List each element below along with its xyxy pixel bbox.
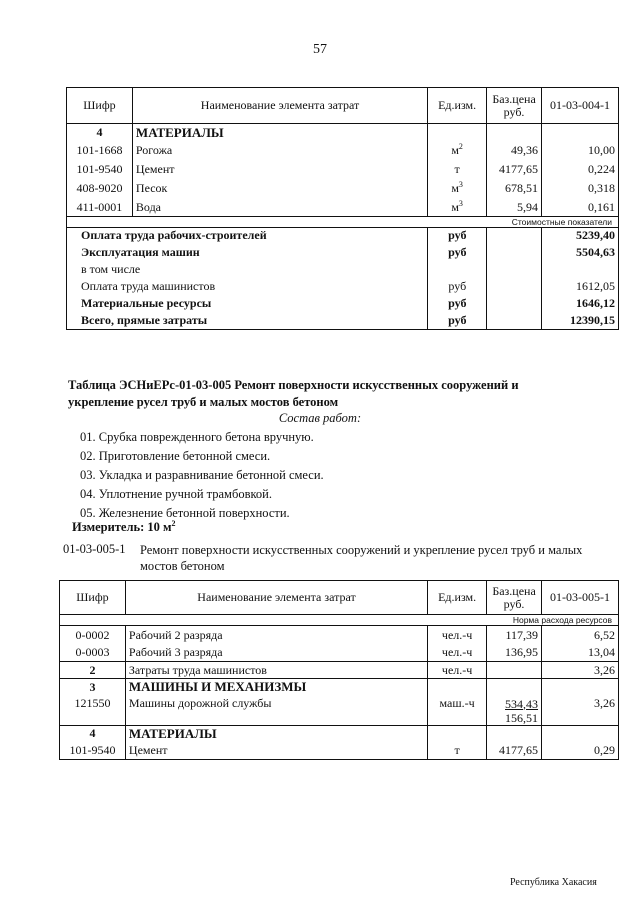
table-row: 411-0001 Вода $м^3$ 5,94 0,161 bbox=[67, 198, 619, 217]
table-row: 101-1668 Рогожа $м^2$ 49,36 10,00 bbox=[67, 141, 619, 160]
header-unit: Ед.изм. bbox=[428, 581, 487, 615]
work-item: 01. Срубка поврежденного бетона вручную. bbox=[80, 430, 314, 444]
table-row: 101-9540 Цемент т 4177,65 0,224 bbox=[67, 160, 619, 179]
header-unit: Ед.изм. bbox=[428, 88, 487, 124]
measure-unit: Измеритель: 10 $м^2$ bbox=[72, 518, 176, 534]
table-row: 2 Затраты труда машинистов чел.-ч 3,26 bbox=[60, 662, 619, 679]
header-code: Шифр bbox=[60, 581, 126, 615]
cost-summary-table bbox=[66, 227, 619, 330]
header-price: Баз.цена руб. bbox=[487, 581, 542, 615]
table-row: 0-0002 Рабочий 2 разряда чел.-ч 117,39 6,52 bbox=[60, 626, 619, 644]
table-row: 101-9540 Цемент т 4177,65 0,29 bbox=[60, 741, 619, 759]
cost-row: Эксплуатация машин руб 5504,63 bbox=[67, 244, 619, 261]
resource-table-1 bbox=[66, 87, 619, 228]
section-code: 4 bbox=[60, 725, 126, 741]
header-name: Наименование элемента затрат bbox=[125, 581, 427, 615]
section-name: МАШИНЫ И МЕХАНИЗМЫ bbox=[125, 679, 427, 695]
header-price: Баз.цена руб. bbox=[487, 88, 542, 124]
header-norm: 01-03-004-1 bbox=[542, 88, 619, 124]
resource-norm-label: Норма расхода ресурсов bbox=[60, 615, 619, 626]
header-code: Шифр bbox=[67, 88, 133, 124]
position-code: 01-03-005-1 bbox=[63, 542, 126, 556]
header-norm: 01-03-005-1 bbox=[542, 581, 619, 615]
page-number: 57 bbox=[313, 42, 327, 57]
cost-indicators-label: Стоимостные показатели bbox=[67, 217, 619, 228]
cost-row: в том числе bbox=[67, 261, 619, 278]
work-composition-label: Состав работ: bbox=[278, 411, 362, 425]
footer-region: Республика Хакасия bbox=[510, 877, 597, 888]
section-code: 3 bbox=[60, 679, 126, 695]
table-row: 0-0003 Рабочий 3 разряда чел.-ч 136,95 13,04 bbox=[60, 644, 619, 662]
work-item: 05. Железнение бетонной поверхности. bbox=[80, 506, 290, 520]
table-row: 408-9020 Песок $м^3$ 678,51 0,318 bbox=[67, 179, 619, 198]
cost-row: Всего, прямые затраты руб 12390,15 bbox=[67, 312, 619, 330]
position-name: Ремонт поверхности искусственных сооружений и укрепление русел труб и малых мостов бетоном bbox=[140, 543, 583, 573]
work-item: 02. Приготовление бетонной смеси. bbox=[80, 449, 271, 463]
resource-table-2 bbox=[59, 580, 619, 760]
section-code: 4 bbox=[67, 124, 133, 141]
table-row: 121550 Машины дорожной службы маш.-ч 534,43 156,51 3,26 bbox=[60, 695, 619, 726]
work-item: 04. Уплотнение ручной трамбовкой. bbox=[80, 487, 272, 501]
work-item: 03. Укладка и разравнивание бетонной смеси. bbox=[80, 468, 324, 482]
cost-row: Материальные ресурсы руб 1646,12 bbox=[67, 295, 619, 312]
header-name: Наименование элемента затрат bbox=[132, 88, 427, 124]
table-title: Таблица ЭСНиЕРс-01-03-005 Ремонт поверхности искусственных сооружений и укрепление русел труб и малых мостов бетоном bbox=[68, 378, 519, 409]
section-name: МАТЕРИАЛЫ bbox=[125, 725, 427, 741]
section-name: МАТЕРИАЛЫ bbox=[132, 124, 427, 141]
cost-row: Оплата труда рабочих-строителей руб 5239,40 bbox=[67, 227, 619, 244]
cost-row: Оплата труда машинистов руб 1612,05 bbox=[67, 278, 619, 295]
